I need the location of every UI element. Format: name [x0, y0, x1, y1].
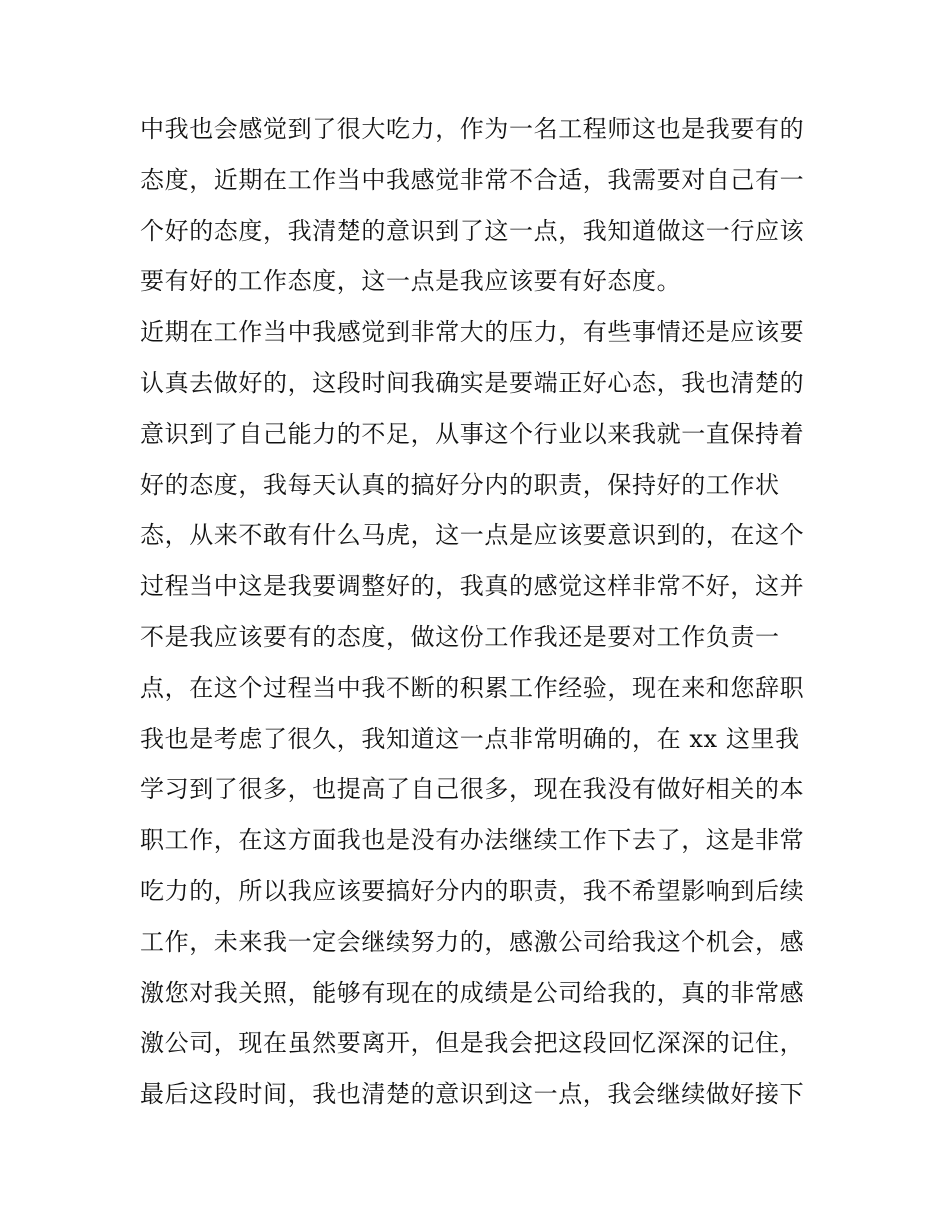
text-line: 激公司，现在虽然要离开，但是我会把这段回忆深深的记住，	[140, 1029, 805, 1058]
text-line: 态度，近期在工作当中我感觉非常不合适，我需要对自己有一	[140, 165, 805, 194]
text-line: 点，在这个过程当中我不断的积累工作经验，现在来和您辞职	[140, 673, 805, 702]
text-line: 近期在工作当中我感觉到非常大的压力，有些事情还是应该要	[140, 318, 805, 347]
text-line: 过程当中这是我要调整好的，我真的感觉这样非常不好，这并	[140, 572, 805, 601]
text-line: 不是我应该要有的态度，做这份工作我还是要对工作负责一	[140, 622, 780, 651]
text-line: 职工作，在这方面我也是没有办法继续工作下去了，这是非常	[140, 826, 805, 855]
text-line: 态，从来不敢有什么马虎，这一点是应该要意识到的，在这个	[140, 521, 805, 550]
text-line: 激您对我关照，能够有现在的成绩是公司给我的，真的非常感	[140, 978, 805, 1007]
text-line: 吃力的，所以我应该要搞好分内的职责，我不希望影响到后续	[140, 876, 805, 905]
text-line: 要有好的工作态度，这一点是我应该要有好态度。	[140, 267, 682, 296]
text-line: 学习到了很多，也提高了自己很多，现在我没有做好相关的本	[140, 775, 805, 804]
body-text	[140, 104, 820, 1120]
text-line: 意识到了自己能力的不足，从事这个行业以来我就一直保持着	[140, 419, 805, 448]
text-line: 中我也会感觉到了很大吃力，作为一名工程师这也是我要有的	[140, 115, 805, 143]
text-line: 工作，未来我一定会继续努力的，感激公司给我这个机会，感	[140, 927, 805, 956]
text-line: 最后这段时间，我也清楚的意识到这一点，我会继续做好接下	[140, 1080, 805, 1109]
text-line: 认真去做好的，这段时间我确实是要端正好心态，我也清楚的	[140, 368, 805, 397]
text-line: 我也是考虑了很久，我知道这一点非常明确的，在 xx 这里我	[140, 724, 800, 753]
text-line: 个好的态度，我清楚的意识到了这一点，我知道做这一行应该	[140, 216, 805, 245]
text-line: 好的态度，我每天认真的搞好分内的职责，保持好的工作状	[140, 470, 780, 499]
